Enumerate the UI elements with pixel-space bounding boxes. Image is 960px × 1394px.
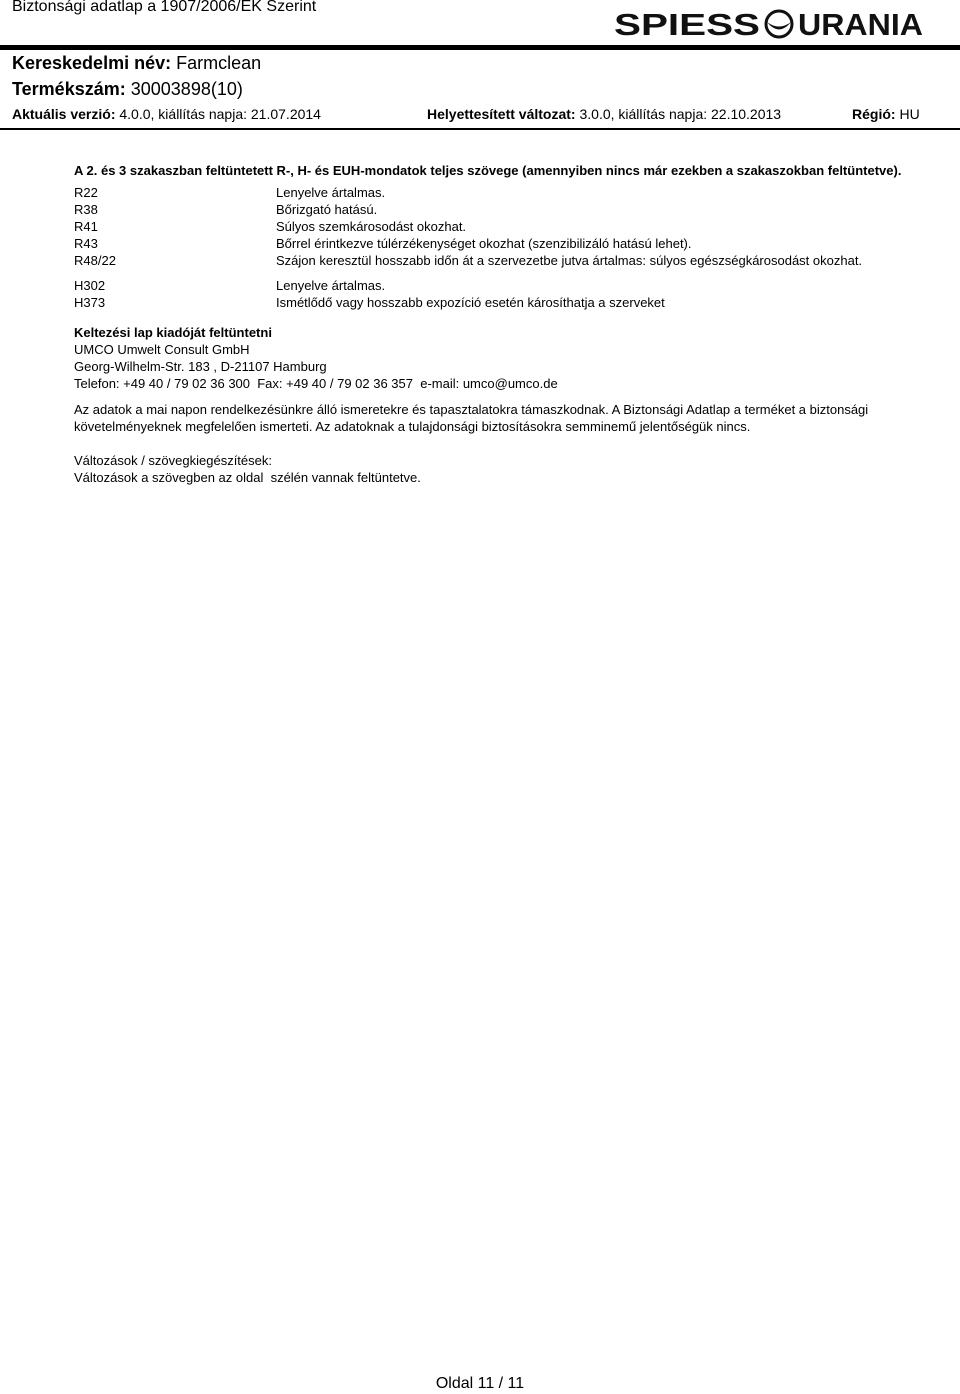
- header-divider: [0, 45, 960, 50]
- logo-text-right: URANIA: [798, 7, 923, 41]
- r-phrase-row: [74, 235, 914, 252]
- trade-name: [12, 53, 261, 74]
- phrase-text: Lenyelve ártalmas.: [276, 278, 386, 293]
- spiess-urania-logo: [614, 7, 924, 41]
- logo-globe-icon: [766, 11, 792, 37]
- replaced-version-label: Helyettesített változat:: [427, 106, 576, 122]
- issuer-address: Georg-Wilhelm-Str. 183 , D-21107 Hamburg: [74, 359, 327, 374]
- issuer-label: Keltezési lap kiadóját feltüntetni: [74, 325, 272, 340]
- product-number-label: Termékszám:: [12, 79, 126, 99]
- phrase-code: H373: [74, 295, 106, 310]
- disclaimer-text: Az adatok a mai napon rendelkezésünkre álló ismeretekre és tapasztalatokra támaszkodnak. A Biztonsági Adatlap a terméket a biztonsági követelményeknek megfelelően ismerteti. Az adatoknak a tulajdonsági biztosításokra semminemű jelentőségük nincs.: [74, 402, 869, 434]
- phrases-intro: A 2. és 3 szakaszban feltüntetett R-, H- és EUH-mondatok teljes szövege (amennyiben nincs már ezekben a szakaszokban feltüntetve).: [74, 163, 902, 178]
- product-number: [12, 79, 243, 100]
- current-version: [12, 106, 321, 122]
- trade-name-label: Kereskedelmi név:: [12, 53, 172, 73]
- replaced-version-value: 3.0.0, kiállítás napja: 22.10.2013: [579, 106, 782, 122]
- r-phrase-row: [74, 184, 914, 201]
- phrase-text: Súlyos szemkárosodást okozhat.: [276, 219, 467, 234]
- phrase-text: Bőrrel érintkezve túlérzékenységet okozhat (szenzibilizáló hatású lehet).: [276, 236, 692, 251]
- phrase-code: R38: [74, 202, 98, 217]
- changes-text: Változások a szövegben az oldal szélén vannak feltüntetve.: [74, 470, 421, 485]
- h-phrase-row: [74, 294, 914, 311]
- phrase-gap: [74, 269, 914, 277]
- product-number-value: 30003898(10): [130, 79, 243, 99]
- region: [852, 106, 920, 122]
- document-title: Biztonsági adatlap a 1907/2006/EK Szerint: [12, 0, 317, 15]
- r-phrase-row: [74, 252, 914, 269]
- phrase-code: R22: [74, 185, 98, 200]
- section-16-content: [74, 162, 914, 486]
- replaced-version: [427, 106, 781, 122]
- phrase-text: Szájon keresztül hosszabb időn át a szervezetbe jutva ártalmas: súlyos egészségkárosodást okozhat.: [276, 253, 863, 268]
- logo-text-left: SPIESS: [614, 7, 760, 41]
- region-label: Régió:: [852, 106, 896, 122]
- meta-divider: [0, 128, 960, 130]
- h-phrase-row: [74, 277, 914, 294]
- phrase-code: R41: [74, 219, 98, 234]
- r-phrase-row: [74, 218, 914, 235]
- changes-label: Változások / szövegkiegészítések:: [74, 453, 272, 468]
- phrase-code: R48/22: [74, 253, 116, 268]
- phrase-text: Lenyelve ártalmas.: [276, 185, 386, 200]
- issuer-contact: Telefon: +49 40 / 79 02 36 300 Fax: +49 40 / 79 02 36 357 e-mail: umco@umco.de: [74, 376, 558, 391]
- phrase-code: H302: [74, 278, 106, 293]
- current-version-value: 4.0.0, kiállítás napja: 21.07.2014: [119, 106, 321, 122]
- issuer-name: UMCO Umwelt Consult GmbH: [74, 342, 250, 357]
- current-version-label: Aktuális verzió:: [12, 106, 116, 122]
- trade-name-value: Farmclean: [176, 53, 262, 73]
- region-value: HU: [899, 106, 920, 122]
- page-number: Oldal 11 / 11: [435, 1375, 525, 1392]
- phrase-code: R43: [74, 236, 98, 251]
- phrase-text: Bőrizgató hatású.: [276, 202, 378, 217]
- phrase-text: Ismétlődő vagy hosszabb expozíció esetén károsíthatja a szerveket: [276, 295, 665, 310]
- r-phrase-row: [74, 201, 914, 218]
